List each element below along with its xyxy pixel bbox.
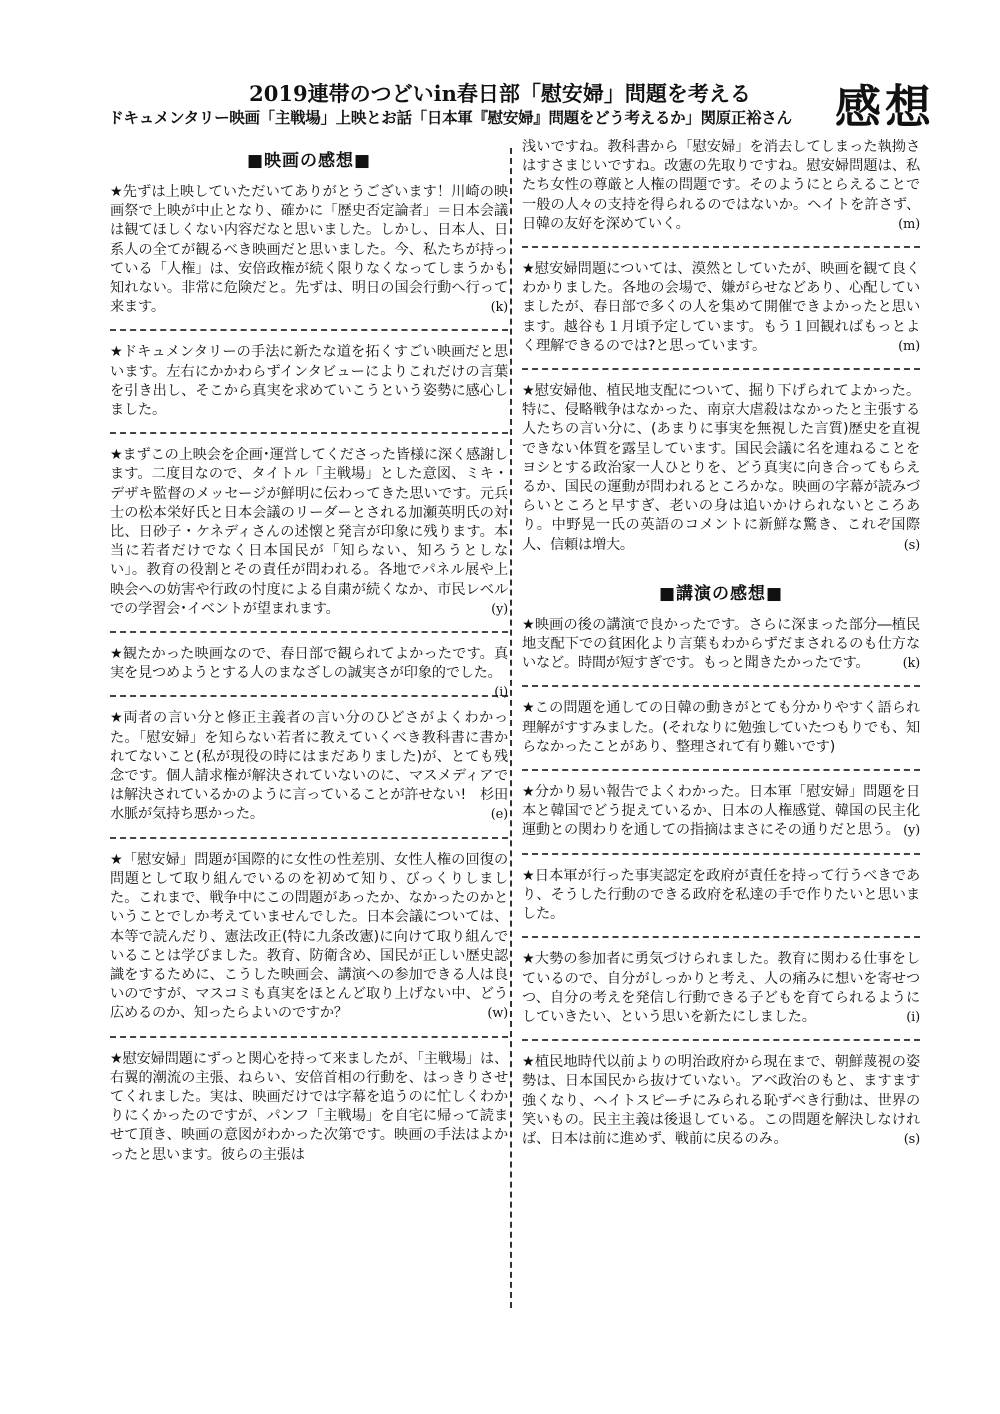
comment-entry	[522, 1053, 920, 1161]
comment-text: ★分かり易い報告でよくわかった。日本軍「慰安婦」問題を日本と韓国でどう捉えているか、日本の人権感覚、韓国の民主化運動との関わりを通しての指摘はまさにその通りだと思う。	[522, 784, 920, 839]
comment-signature: (i)	[494, 685, 508, 701]
comment-signature: (k)	[490, 300, 508, 316]
comment-signature: (w)	[487, 1006, 508, 1022]
comment-text: ★植民地時代以前よりの明治政府から現在まで、朝鮮蔑視の姿勢は、日本国民から抜けていない。アベ政治のもと、ますます強くなり、ヘイトスピーチにみられる恥ずべき行動は、世界の笑いもの。民主主義は後退している。この問題を解決しなければ、日本は前に進めず、戦前に戻るのみ。	[522, 1054, 920, 1147]
comment-signature: (y)	[491, 601, 508, 617]
comment-entry	[110, 645, 508, 701]
page-subtitle: ドキュメンタリー映画「主戦場」上映とお話「日本軍『慰安婦』問題をどう考えるか」関原正裕さん	[108, 109, 792, 127]
comment-entry	[522, 138, 920, 248]
comment-entry	[522, 260, 920, 370]
comment-signature: (s)	[903, 537, 920, 553]
comment-text: ★慰安婦他、植民地支配について、掘り下げられてよかった。特に、侵略戦争はなかった、南京大虐殺はなかったと主張する人たちの言い分に、(あまりに事実を無視した言質)歴史を直視できない体質を露呈しています。国民会議に名を連ねることをヨシとする政治家一人ひとりを、どう真実に向き合ってもらえるか、国民の運動が問われるところかな。映画の字幕が読みづらいところと早すぎ、老いの身は追いかけられないところあり。中野晃一氏の英語のコメントに新鮮な驚き、これぞ国際人、信頼は増大。	[522, 383, 920, 553]
page-title: 2019連帯のつどいin春日部「慰安婦」問題を考える	[249, 81, 751, 106]
comment-entry	[522, 616, 920, 688]
column-divider	[510, 148, 512, 1308]
comment-entry	[522, 950, 920, 1041]
comment-entry	[110, 1050, 508, 1177]
comment-signature: (y)	[903, 823, 920, 839]
comment-entry	[110, 446, 508, 633]
comment-text: ★映画の後の講演で良かったです。さらに深まった部分―植民地支配下での貧困化より言葉もわからずだまされるのも仕方ないなど。時間が短すぎです。もっと聞きたかったです。	[522, 616, 920, 672]
comment-text: ★観たかった映画なので、春日部で観られてよかったです。真実を見つめようとする人のまなざしの誠実さが印象的でした。	[110, 646, 508, 682]
comment-signature: (i)	[906, 1009, 920, 1025]
comment-text: ★慰安婦問題については、漠然としていたが、映画を観て良くわかりました。各地の会場で、嫌がらせなどあり、心配していましたが、春日部で多くの人を集めて開催できよかったと思います。越谷も１月頃予定しています。もう１回観ればもっとよく理解できるのでは?と思っています。	[522, 261, 920, 354]
comment-text: ★先ずは上映していただいてありがとうございます！川崎の映画祭で上映が中止となり、確かに「歴史否定論者」＝日本会議は観てほしくない内容だなと思いました。しかし、日本人、日系人の全てが観るべき映画だと思いました。今、私たちが持っている「人権」は、安倍政権が続く限りなくなってしまうかも知れない。非常に危険だと。先ずは、明日の国会行動へ行って来ます。	[110, 184, 508, 316]
comment-entry	[522, 699, 920, 771]
comment-entry	[110, 183, 508, 331]
kanso-heading: 感想	[835, 80, 935, 134]
comment-signature: (m)	[898, 338, 920, 354]
comment-text: ★ドキュメンタリーの手法に新たな道を拓くすごい映画だと思います。左右にかかわらずインタビューによりこれだけの言葉を引き出し、そこから真実を求めていこうという姿勢に感心しました。	[110, 344, 508, 419]
comment-text: 浅いですね。教科書から「慰安婦」を消去してしまった執拗さはすさまじいですね。改憲の先取りですね。慰安婦問題は、私たち女性の尊厳と人権の問題です。そのようにとらえることで一般の人々の支持を得られるのではないか。ヘイトを許さず、日韓の友好を深めていく。	[522, 139, 920, 232]
comment-text: ★両者の言い分と修正主義者の言い分のひどさがよくわかった。「慰安婦」を知らない若者に教えていくべき教科書に書かれてないこと(私が現役の時にはまだありました)が、とても残念です。個人請求権が解決されていないのに、マスメディアでは解決されているかのように言っていることが許せない! 杉田水脈が気持ち悪かった。	[110, 710, 508, 823]
comment-entry	[522, 382, 920, 567]
comment-signature: (m)	[898, 216, 920, 232]
comment-entry	[110, 851, 508, 1038]
header	[60, 78, 940, 140]
comment-entry	[110, 343, 508, 434]
film-section-title: ■映画の感想■	[246, 151, 372, 171]
lecture-section-title: ■講演の感想■	[658, 583, 784, 604]
comment-text: ★慰安婦問題にずっと関心を持って来ましたが、「主戦場」は、右翼的潮流の主張、ねらい、安倍首相の行動を、はっきりさせてくれました。実は、映画だけでは字幕を追うのに忙しくわかりにくかったのですが、パンフ「主戦場」を自宅に帰って読ませて頂き、映画の意図がわかった次第です。映画の手法はよかったと思います。彼らの主張は	[110, 1050, 508, 1163]
comment-text: ★日本軍が行った事実認定を政府が責任を持って行うべきであり、そうした行動のできる政府を私達の手で作りたいと思いました。	[522, 867, 920, 923]
comment-text: ★この問題を通しての日韓の動きがとても分かりやすく語られ理解がすすみました。(それなりに勉強していたつもりでも、知らなかったことがあり、整理されて有り難いです)	[522, 700, 920, 755]
comment-entry	[110, 709, 508, 838]
comment-entry	[522, 867, 920, 939]
comment-signature: (s)	[903, 1131, 920, 1147]
right-column	[522, 138, 920, 1173]
comment-text: ★まずこの上映会を企画･運営してくださった皆様に深く感謝します。二度目なので、タイトル「主戦場」とした意図、ミキ・デザキ監督のメッセージが鮮明に伝わってきた思いです。元兵士の松本栄好氏と日本会議のリーダーとされる加瀬英明氏の対比、日砂子・ケネディさんの述懐と発言が印象に残ります。本当に若者だけでなく日本国民が「知らない、知ろうとしない」。教育の役割とその責任が問われる。各地でパネル展や上映会への妨害や行政の忖度による自粛が続くなか、市民レベルでの学習会･イベントが望まれます。	[110, 447, 508, 617]
comment-text: ★大勢の参加者に勇気づけられました。教育に関わる仕事をしているので、自分がしっかりと考え、人の痛みに想いを寄せつつ、自分の考えを発信し行動できる子どもを育てられるようにしていきたい、という思いを新たにしました。	[522, 951, 920, 1025]
left-column	[110, 138, 508, 1189]
comment-signature: (k)	[902, 656, 920, 672]
comment-entry	[522, 783, 920, 855]
comment-signature: (e)	[490, 807, 508, 823]
comment-text: ★「慰安婦」問題が国際的に女性の性差別、女性人権の回復の問題として取り組んでいるのを初めて知り、びっくりしました。これまで、戦争中にこの問題があったか、なかったのかということでしか考えていませんでした。日本会議については、本等で読んだり、憲法改正(特に九条改憲)に向けて取り組んでいることは学びました。教育、防衛含め、国民が正しい歴史認識をするために、こうした映画会、講演への参加できる人は良いのですが、マスコミも真実をほとんど取り上げない中、どう広めるのか、知ったらよいのですか？	[110, 851, 508, 1022]
